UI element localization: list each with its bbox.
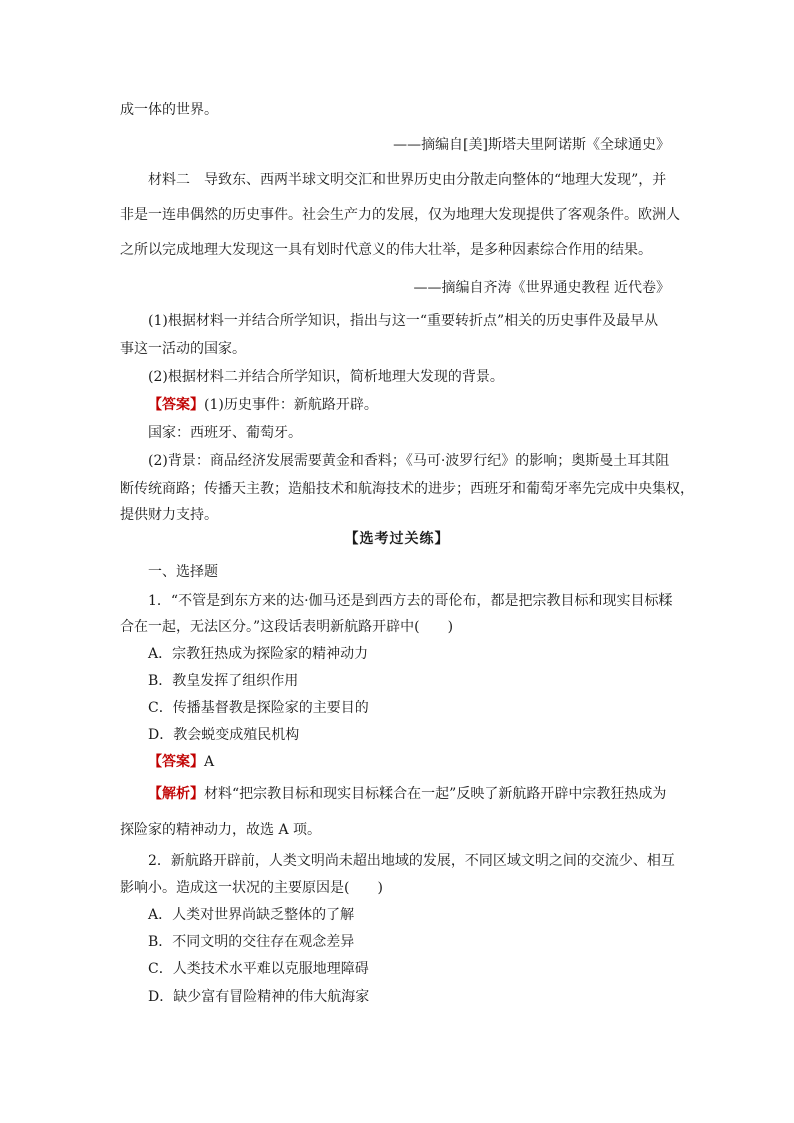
q1-option-a: A．宗教狂热成为探险家的精神动力 [148,646,369,662]
question-1-line1: (1)根据材料一并结合所学知识，指出与这一“重要转折点”相关的历史事件及最早从 [148,313,659,329]
material2-source: ——摘编自齐涛《世界通史教程 近代卷》 [413,280,670,296]
q2-stem-line2: 影响小。造成这一状况的主要原因是( ) [120,880,383,896]
answer-1: (1)历史事件：新航路开辟。 [204,397,378,413]
q1-analysis-line1 [148,784,666,804]
material1-tail: 成一体的世界。 [120,102,218,118]
q2-option-c: C．人类技术水平难以克服地理障碍 [148,961,369,977]
q1-answer-line [148,752,214,772]
q2-option-a: A．人类对世界尚缺乏整体的了解 [148,907,355,923]
material2-line1: 材料二 导致东、西两半球文明交汇和世界历史由分散走向整体的“地理大发现”，并 [148,172,667,188]
q1-stem-line1: 1．“不管是到东方来的达·伽马还是到西方去的哥伦布，都是把宗教目标和现实目标糅 [148,593,673,609]
material1-source: ——摘编自[美]斯塔夫里阿诺斯《全球通史》 [393,137,670,153]
answer-country: 国家：西班牙、葡萄牙。 [148,425,302,441]
answer-line-1 [148,395,378,415]
q1-option-d: D．教会蜕变成殖民机构 [148,727,300,743]
q1-stem-line2: 合在一起，无法区分。”这段话表明新航路开辟中( ) [120,619,454,635]
section-title: 【选考过关练】 [344,531,450,547]
material2-line2: 非是一连串偶然的历史事件。社会生产力的发展，仅为地理大发现提供了客观条件。欧洲人 [120,207,680,223]
q2-stem-line1: 2．新航路开辟前，人类文明尚未超出地域的发展，不同区域文明之间的交流少、相互 [148,853,675,869]
question-1-line2: 事这一活动的国家。 [120,341,246,357]
q1-answer-tag: 【答案】 [148,754,204,770]
q2-option-d: D．缺少富有冒险精神的伟大航海家 [148,989,370,1005]
q1-option-b: B．教皇发挥了组织作用 [148,673,299,689]
answer-2-line2: 断传统商路；传播天主教；造船技术和航海技术的进步；西班牙和葡萄牙率先完成中央集权， [120,481,694,497]
q2-option-b: B．不同文明的交往存在观念差异 [148,934,355,950]
part-title: 一、选择题 [148,564,218,580]
answer-2-line3: 提供财力支持。 [120,507,218,523]
material2-line3: 之所以完成地理大发现这一具有划时代意义的伟大壮举，是多种因素综合作用的结果。 [120,242,652,258]
q1-option-c: C．传播基督教是探险家的主要目的 [148,700,369,716]
q1-analysis-text: 材料“把宗教目标和现实目标糅合在一起”反映了新航路开辟中宗教狂热成为 [204,786,667,802]
q1-analysis-tag: 【解析】 [148,786,204,802]
q1-answer: A [204,754,215,770]
answer-2-line1: (2)背景：商品经济发展需要黄金和香料；《马可·波罗行纪》的影响；奥斯曼土耳其阻 [148,453,670,469]
answer-tag: 【答案】 [148,397,204,413]
question-2: (2)根据材料二并结合所学知识，简析地理大发现的背景。 [148,369,504,385]
q1-analysis-line2: 探险家的精神动力，故选 A 项。 [120,822,322,838]
